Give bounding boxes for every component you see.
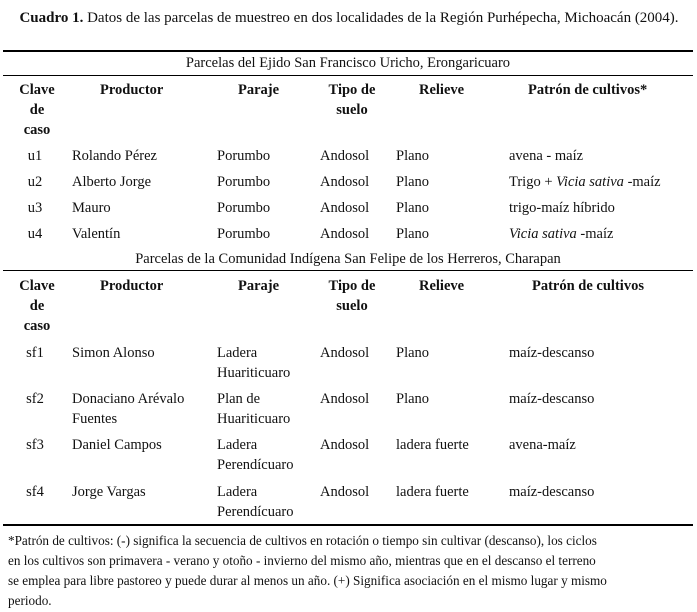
cell-productor: Alberto Jorge (72, 174, 152, 190)
paraje-line: Ladera (217, 345, 258, 361)
cell-clave: sf3 (26, 437, 44, 453)
cell-relieve: Plano (396, 226, 430, 242)
cell-patron: trigo-maíz híbrido (509, 200, 615, 216)
cell-relieve: ladera fuerte (396, 437, 469, 453)
patron-text: -maíz (623, 174, 661, 190)
cell-patron (509, 172, 661, 192)
cell-relieve: Plano (396, 174, 430, 190)
cell-suelo: Andosol (320, 437, 370, 453)
cell-patron: maíz-descanso (509, 345, 595, 361)
footnote-line: periodo. (8, 593, 52, 608)
cell-suelo: Andosol (320, 391, 370, 407)
header-clave-line: Clave (19, 278, 55, 294)
header-clave (3, 80, 71, 140)
header-clave-line: caso (23, 122, 51, 138)
cell-suelo: Andosol (320, 174, 370, 190)
header-patron: Patrón de cultivos* (528, 82, 648, 98)
cell-paraje: Porumbo (217, 174, 271, 190)
section-1-title: Parcelas del Ejido San Francisco Uricho, Erongaricuaro (185, 55, 511, 71)
footnote-line: se emplea para libre pastoreo y puede durar al menos un año. (+) Significa asociación en el mismo lugar y mismo (8, 573, 607, 588)
cell-productor (72, 389, 184, 429)
cell-relieve: Plano (396, 148, 430, 164)
paraje-line: Perendícuaro (217, 457, 294, 473)
cell-suelo: Andosol (320, 484, 370, 500)
paraje-line: Ladera (217, 484, 258, 500)
cell-suelo: Andosol (320, 200, 370, 216)
cell-clave: u2 (27, 174, 43, 190)
cell-suelo: Andosol (320, 148, 370, 164)
footnote-line: *Patrón de cultivos: (-) significa la secuencia de cultivos en rotación o tiempo sin cultivar (descanso), los ciclos (8, 533, 597, 548)
header-tipo-line: Tipo de (328, 82, 376, 98)
cell-productor: Valentín (72, 226, 121, 242)
patron-text: -maíz (576, 226, 614, 242)
header-clave-line: de (29, 102, 45, 118)
header-tipo-line: Tipo de (328, 278, 376, 294)
patron-text: Trigo + (509, 174, 557, 190)
header-clave-line: caso (23, 318, 51, 334)
cell-relieve: Plano (396, 200, 430, 216)
cell-relieve: Plano (396, 391, 430, 407)
header-paraje: Paraje (238, 278, 280, 294)
header-productor: Productor (100, 82, 164, 98)
header-relieve: Relieve (419, 82, 465, 98)
footnote (8, 531, 692, 611)
section-1-rule (3, 75, 693, 76)
patron-species: Vicia sativa (509, 226, 577, 242)
cell-productor (72, 482, 146, 502)
paraje-line: Huariticuaro (217, 365, 291, 381)
footnote-line: en los cultivos son primavera - verano y otoño - invierno del mismo año, mientras que en el descanso el terreno (8, 553, 596, 568)
cell-clave: sf4 (26, 484, 44, 500)
cell-patron: avena - maíz (509, 148, 584, 164)
cell-suelo: Andosol (320, 345, 370, 361)
patron-species: Vicia sativa (556, 174, 624, 190)
cell-paraje (217, 389, 290, 429)
top-rule (3, 50, 693, 52)
header-productor: Productor (100, 278, 164, 294)
paraje-line: Plan de (217, 391, 261, 407)
caption-label: Cuadro 1. (19, 10, 84, 26)
cell-paraje (217, 482, 294, 522)
productor-line: Donaciano Arévalo (72, 391, 185, 407)
productor-line: Jorge Vargas (72, 484, 146, 500)
header-tipo-line: suelo (336, 102, 368, 118)
paraje-line: Perendícuaro (217, 504, 294, 520)
cell-paraje (217, 343, 290, 383)
cell-patron: avena-maíz (509, 437, 576, 453)
paraje-line: Ladera (217, 437, 258, 453)
productor-line: Fuentes (72, 411, 118, 427)
header-patron: Patrón de cultivos (532, 278, 644, 294)
cell-patron (509, 224, 613, 244)
cell-suelo: Andosol (320, 226, 370, 242)
cell-relieve: Plano (396, 345, 430, 361)
cell-patron: maíz-descanso (509, 391, 595, 407)
cell-productor: Rolando Pérez (72, 148, 157, 164)
bottom-rule (3, 524, 693, 526)
cell-clave: sf2 (26, 391, 44, 407)
cell-paraje: Porumbo (217, 200, 271, 216)
productor-line: Simon Alonso (72, 345, 155, 361)
header-paraje: Paraje (238, 82, 280, 98)
header-clave (3, 276, 71, 336)
caption-text: Datos de las parcelas de muestreo en dos localidades de la Región Purhépecha, Michoacán (2004). (87, 10, 679, 26)
header-clave-line: de (29, 298, 45, 314)
productor-line: Daniel Campos (72, 437, 162, 453)
cell-patron: maíz-descanso (509, 484, 595, 500)
cell-relieve: ladera fuerte (396, 484, 469, 500)
cell-productor (72, 343, 155, 363)
cell-paraje (217, 435, 294, 475)
cell-productor (72, 435, 162, 455)
section-2-title: Parcelas de la Comunidad Indígena San Felipe de los Herreros, Charapan (135, 251, 561, 267)
cell-paraje: Porumbo (217, 148, 271, 164)
header-relieve: Relieve (419, 278, 465, 294)
cell-productor: Mauro (72, 200, 111, 216)
header-tipo-suelo (322, 276, 382, 316)
paraje-line: Huariticuaro (217, 411, 291, 427)
table-caption (8, 8, 690, 28)
section-2-rule (3, 270, 693, 271)
cell-paraje: Porumbo (217, 226, 271, 242)
header-tipo-line: suelo (336, 298, 368, 314)
cell-clave: u4 (27, 226, 43, 242)
header-tipo-suelo (322, 80, 382, 120)
header-clave-line: Clave (19, 82, 55, 98)
cell-clave: u3 (27, 200, 43, 216)
cell-clave: u1 (27, 148, 43, 164)
cell-clave: sf1 (26, 345, 44, 361)
